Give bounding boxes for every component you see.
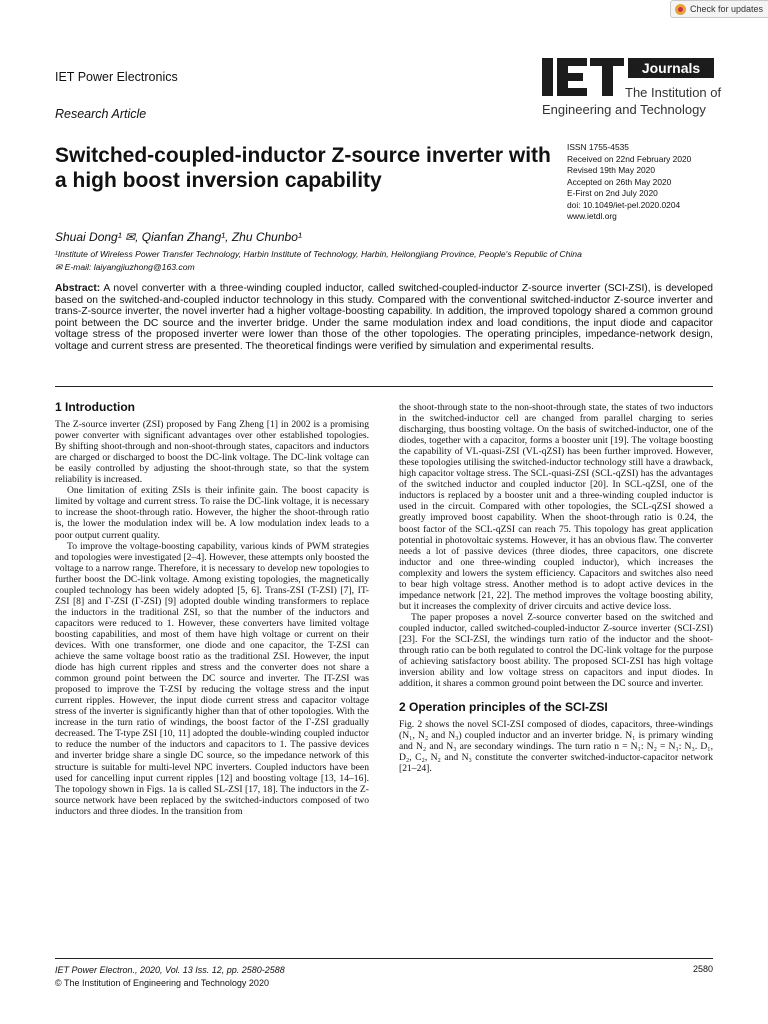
received-date: Received on 22nd February 2020 — [567, 153, 692, 164]
paragraph: One limitation of exiting ZSIs is their infinite gain. The boost capacity is limited by voltage and current stress. To raise the DC-link voltage, it is necessary to increase the shoot-through ratio. However, the higher the shoot-through ratio is, the lower the modulation index will be. A low modulation index leads to a poor output current quality. — [55, 485, 369, 541]
footer-citation-block — [55, 964, 285, 990]
abstract — [55, 283, 713, 353]
corresponding-email[interactable]: ✉ E-mail: laiyangjiuzhong@163.com — [55, 262, 195, 272]
accepted-date: Accepted on 26th May 2020 — [567, 176, 672, 187]
iet-logo — [542, 58, 722, 120]
paragraph: the shoot-through state to the non-shoot-through state, the states of two inductors in the switched-inductor cell are changed from parallel charging to series discharging, thus boosting voltage. On the basis of switched-inductor, one of the diodes, together with a capacitor, forms a booster unit [19]. The voltage boosting the capability of VL-quasi-ZSI (VL-qZSI) has been further improved. However, these topologies utilising the switched-inductor technology still have a drawback, high capacitor voltage stress. The SCL-quasi-ZSI (SCL-qZSI) has the advantages of the switched inductor and coupled inductor [20]. In SCL-qZSI, one of the inductors is replaced by a booster unit and a three-winding coupled inductor is used in the circuit. Compared with other topologies, the SCL-qZSI showed a greatly improved boost capability. When the shoot-through ratio is 0.24, the boost factor of the SCL-qZSI can reach 75. This topology has great application potential in photovoltaic systems. However, it has an obvious flaw. The converter needs a lot of passive devices (three diodes, three capacitors, one discrete inductor and one three-winding coupled inductor), which increases the complexity and lowers the system efficiency. Capacitors and switches also need to bear high voltage stress. Another method is to adopt active devices in the impedance network [21, 22]. The method improves the voltage boosting ability, but it increases the complexity of driver circuits and active device loss. — [399, 402, 713, 612]
article-metadata — [567, 142, 691, 223]
paragraph: The paper proposes a novel Z-source converter based on the switched and coupled inductor, called switched-coupled-inductor Z-source inverter (SCI-ZSI) [23]. For the SCI-ZSI, the windings turn ratio of the inductor and the shoot-through ratio can be both regulated to control the DC-link voltage for the purpose of achieving satisfactory boost ability. The proposed SCI-ZSI has high voltage inversion ability and low voltage stress on capacitors and input diodes. In addition, it shares a common ground point between the DC source and inverter. — [399, 611, 713, 690]
check-for-updates-button[interactable] — [670, 0, 768, 18]
paragraph: To improve the voltage-boosting capability, various kinds of PWM strategies and topologies were investigated [2–4]. However, these attempts only boosted the voltage to a narrow range. Therefore, it is necessary to develop new topologies to further boost the DC-link voltage. Among existing topologies, the magnetically coupled technology has been widely adopted [5, 6]. Trans-ZSI (T-ZSI) [7], IT-ZSI [8] and Γ-ZSI (Γ-ZSI) [9] adopted double winding transformers to replace the inductors in the traditional ZSI, so that the number of the inductors and capacitors were reduced to 1. However, these converters have limited voltage boosting capabilities, and most of them have high voltage or current on their devices. With one transformer, one diode and one capacitor, the T-ZSI can achieve the same voltage boost ratio as the traditional ZSI. However, the input diode has high current ripples and stress and the converter does not share a common ground point between the DC source and inverter. The IT-ZSI was proposed to improve the T-ZSI by reducing the voltage stress and the input current ripples. However, the input diode current stress and capacitor voltage stress of the inverter is significantly higher than that of other topologies. With the increase in the turn ratio of windings, the boost factor of the Γ-ZSI gradually decreased. The T-type ZSI [10, 11] adopted the double-winding coupled inductor to reduce the number of the inductors and capacitors to 1. The passive devices and inverter bridge share a single DC source, so the impedance network of this structure is suitable for multi-level NPC inverters. Coupled inductors have been used for cancelling input current ripples [12] and boosting voltage [13, 14–16]. The topology shown in Figs. 1a is called SL-ZSI [17, 18]. The inductors in the Z-source network have been replaced by the switched-inductors composed of two inductors and three diodes. In the transition from — [55, 540, 369, 817]
page-number: 2580 — [692, 964, 713, 974]
institution-line-2: Engineering and Technology — [542, 102, 706, 117]
iet-letters-icon — [542, 58, 624, 96]
check-for-updates-label: Check for updates — [690, 4, 764, 14]
abstract-divider — [55, 386, 713, 387]
affiliation: ¹Institute of Wireless Power Transfer Technology, Harbin Institute of Technology, Harbin, Heilongjiang Province, People's Republic of China — [55, 249, 582, 259]
section-heading-introduction: 1 Introduction — [55, 400, 135, 414]
article-type: Research Article — [55, 107, 147, 121]
journal-name: IET Power Electronics — [55, 70, 178, 84]
crossmark-icon — [675, 4, 686, 15]
institution-line-1: The Institution of — [625, 85, 722, 100]
abstract-text: A novel converter with a three-winding coupled inductor, called switched-coupled-inductor Z-source inverter (SCI-ZSI), is developed based on the switched-and-coupled inductor technology in this study. Compared with the conventional switched-inductor Z-source inverter and trans-Z-source inverter, the novel inverter had a higher voltage-boosting capability. In addition, the improved topology shared a common ground point between the DC source and the inverter bridge. Under the same modulation index and load conditions, the input diode and capacitor voltage stress of the proposed inverter were lower than those of the other topologies. The operating principles, impedance-network design, voltage and current stress are presented. The theoretical findings were verified by simulation and experimental results. — [55, 283, 714, 352]
article-title: Switched-coupled-inductor Z-source inverter with a high boost inversion capability — [55, 144, 551, 192]
revised-date: Revised 19th May 2020 — [567, 165, 655, 175]
issn: ISSN 1755-4535 — [567, 142, 629, 152]
section-heading-operation-principles: 2 Operation principles of the SCI-ZSI — [399, 700, 608, 715]
journals-label: Journals — [628, 58, 714, 78]
doi-link[interactable]: doi: 10.1049/iet-pel.2020.0204 — [567, 199, 681, 210]
paragraph: The Z-source inverter (ZSI) proposed by Fang Zheng [1] in 2002 is a promising power converter with significant advantages over other established topologies. By shifting shoot-through and non-shoot-through states, capacitors and inductors are charged or discharged to boost the DC-link voltage. The DC-link voltage can be easily controlled by adjusting the shoot-through state, so that the system reliability is increased. — [55, 419, 369, 486]
paragraph: Fig. 2 shows the novel SCI-ZSI composed of diodes, capacitors, three-windings (N₁, N₂ and N₃) coupled inductor and an inverter bridge. N₁ is primary winding and N₂ and N₃ are secondary windings. The turn ratio n = N₁: N₂ = N₁: N₃. D₁, D₂, C₂, N₂ and N₃ constitute the converter switched-inductor-capacitor network [21–24]. — [399, 719, 713, 775]
abstract-label: Abstract: — [55, 283, 101, 294]
footer-copyright: © The Institution of Engineering and Technology 2020 — [55, 978, 269, 988]
right-column — [399, 402, 713, 775]
author-list: Shuai Dong¹ ✉, Qianfan Zhang¹, Zhu Chunbo¹ — [55, 230, 302, 244]
efirst-date: E-First on 2nd July 2020 — [567, 188, 658, 198]
website-link[interactable]: www.ietdl.org — [567, 211, 617, 221]
left-column — [55, 402, 369, 817]
footer-divider — [55, 958, 713, 959]
footer-citation: IET Power Electron., 2020, Vol. 13 Iss. 12, pp. 2580-2588 — [55, 965, 285, 975]
